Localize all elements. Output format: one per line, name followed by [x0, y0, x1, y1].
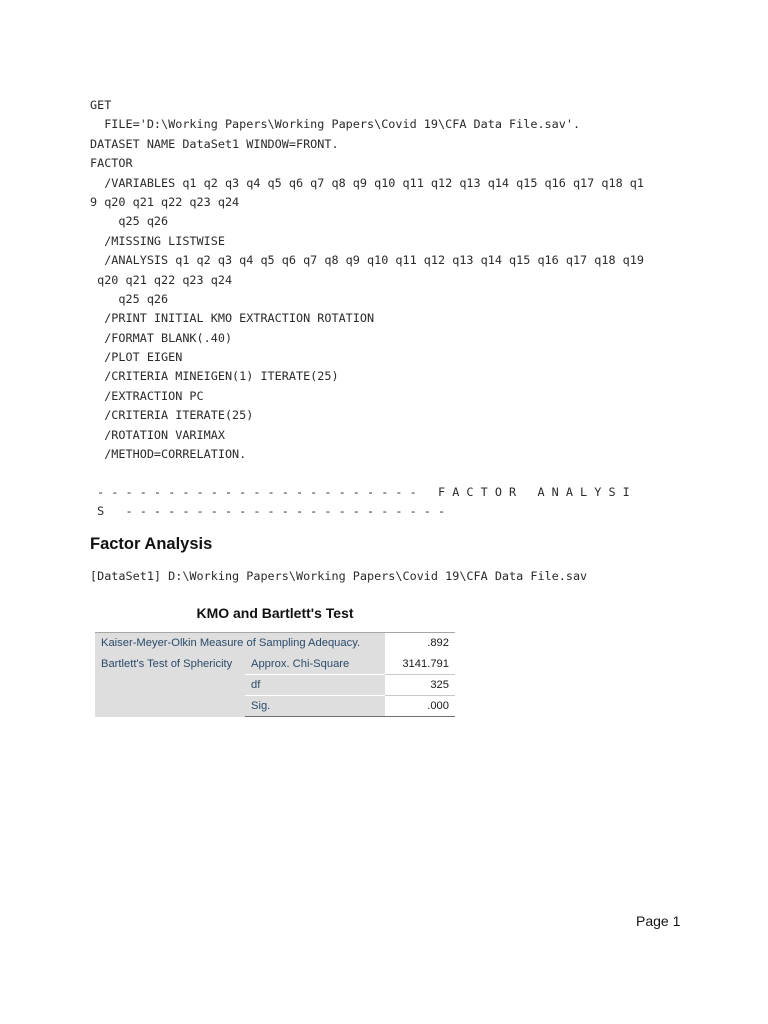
- syntax-line: /ANALYSIS q1 q2 q3 q4 q5 q6 q7 q8 q9 q10 q11 q12 q13 q14 q15 q16 q17 q18 q19: [90, 253, 644, 268]
- kmo-label-cell: Kaiser-Meyer-Olkin Measure of Sampling Adequacy.: [95, 633, 385, 654]
- chi-square-value-cell: 3141.791: [385, 654, 455, 675]
- syntax-line: q25 q26: [90, 291, 169, 306]
- syntax-line: /MISSING LISTWISE: [90, 233, 225, 248]
- bartlett-label-cell: Bartlett's Test of Sphericity: [95, 654, 245, 717]
- syntax-line: /CRITERIA ITERATE(25): [90, 408, 254, 423]
- syntax-line: q20 q21 q22 q23 q24: [90, 272, 233, 287]
- syntax-line: /PLOT EIGEN: [90, 350, 183, 365]
- section-heading: Factor Analysis: [90, 535, 213, 553]
- sig-value-cell: .000: [385, 696, 455, 717]
- page-number: Page 1: [636, 913, 681, 929]
- kmo-bartlett-table: [95, 632, 455, 717]
- syntax-line: /METHOD=CORRELATION.: [90, 447, 247, 462]
- syntax-line: FACTOR: [90, 156, 133, 171]
- factor-analysis-banner: [90, 483, 730, 522]
- sig-label-cell: Sig.: [245, 696, 385, 717]
- df-value-cell: 325: [385, 675, 455, 696]
- banner-line: S - - - - - - - - - - - - - - - - - - - - - - -: [90, 504, 446, 519]
- kmo-table-title: KMO and Bartlett's Test: [196, 605, 354, 621]
- syntax-line: /ROTATION VARIMAX: [90, 427, 225, 442]
- syntax-line: q25 q26: [90, 214, 169, 229]
- syntax-line: /FORMAT BLANK(.40): [90, 330, 233, 345]
- banner-line: - - - - - - - - - - - - - - - - - - - - - - - F A C T O R A N A L Y S I: [90, 485, 630, 499]
- df-label-cell: df: [245, 675, 385, 696]
- dataset-path-line: [DataSet1] D:\Working Papers\Working Papers\Covid 19\CFA Data File.sav: [90, 569, 588, 583]
- syntax-line: FILE='D:\Working Papers\Working Papers\Covid 19\CFA Data File.sav'.: [90, 117, 581, 132]
- syntax-line: /PRINT INITIAL KMO EXTRACTION ROTATION: [90, 311, 375, 326]
- table-row: [95, 654, 455, 675]
- chi-square-label-cell: Approx. Chi-Square: [245, 654, 385, 675]
- syntax-line: GET: [90, 98, 112, 112]
- syntax-line: /CRITERIA MINEIGEN(1) ITERATE(25): [90, 369, 339, 384]
- syntax-line: DATASET NAME DataSet1 WINDOW=FRONT.: [90, 136, 339, 151]
- syntax-line: 9 q20 q21 q22 q23 q24: [90, 194, 240, 209]
- syntax-block: [90, 96, 730, 464]
- syntax-line: /VARIABLES q1 q2 q3 q4 q5 q6 q7 q8 q9 q10 q11 q12 q13 q14 q15 q16 q17 q18 q1: [90, 175, 644, 190]
- syntax-line: /EXTRACTION PC: [90, 388, 204, 403]
- table-row: [95, 633, 455, 654]
- kmo-value-cell: .892: [385, 633, 455, 654]
